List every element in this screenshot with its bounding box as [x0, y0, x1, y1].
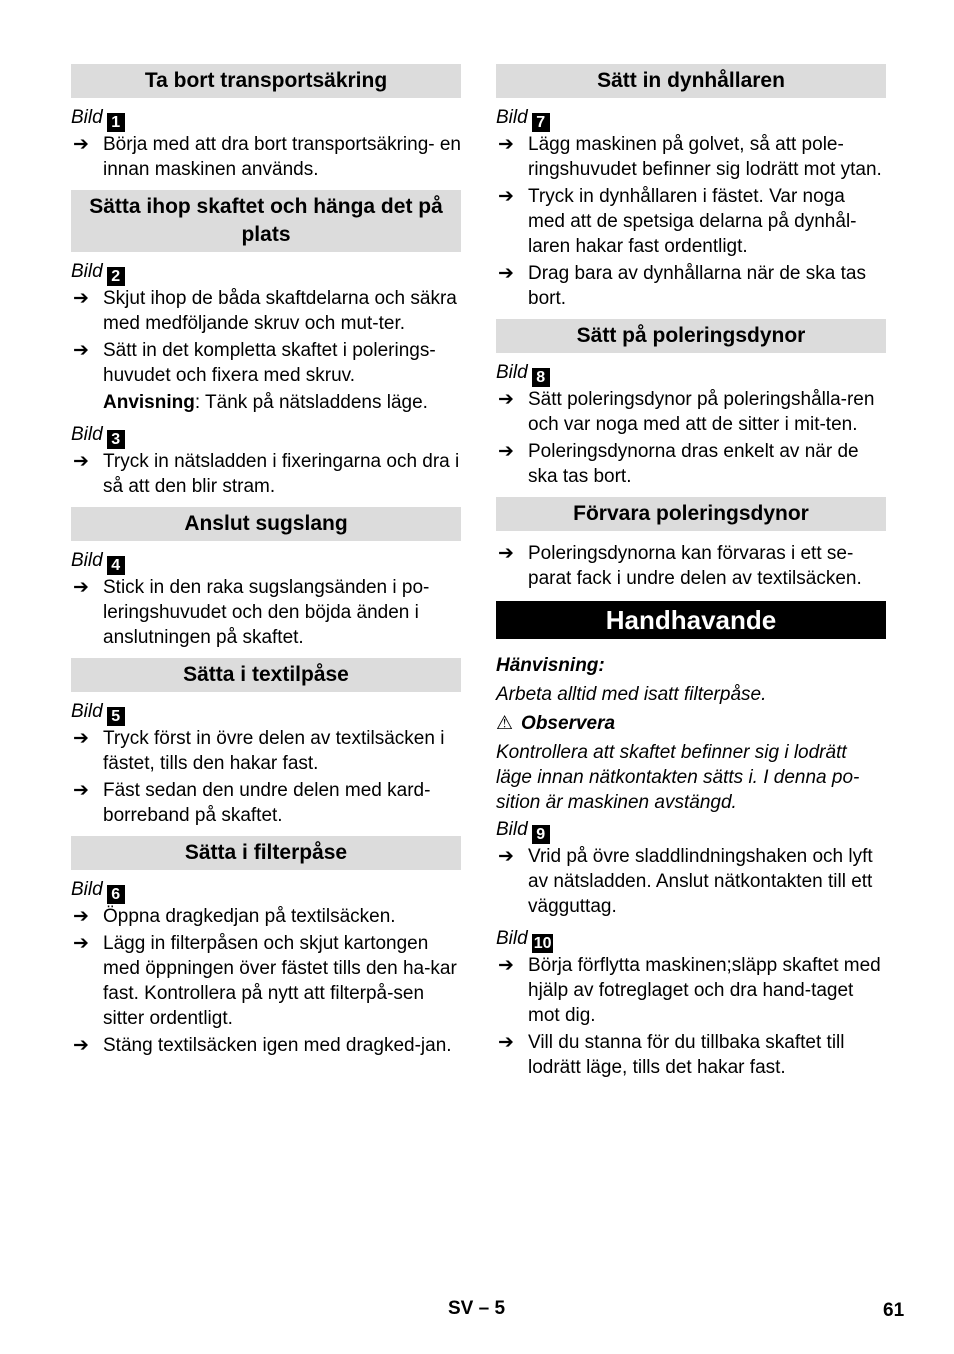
list-item: ➔ Sätt in det kompletta skaftet i polerings-huvudet och fixera med skruv. [73, 340, 436, 386]
list-item: ➔ Vill du stanna för du tillbaka skaftet till lodrätt läge, tills det hakar fast. [498, 1032, 845, 1078]
list-item: ➔ Fäst sedan den undre delen med kard-borreband på skaftet. [73, 780, 431, 826]
arrow-right-icon: ➔ [73, 1035, 89, 1056]
arrow-right-icon: ➔ [73, 340, 89, 361]
arrow-right-icon: ➔ [498, 441, 514, 462]
warning-triangle-icon: ⚠ [496, 713, 514, 734]
arrow-right-icon: ➔ [73, 577, 89, 598]
list-item: ➔ Tryck in nätsladden i fixeringarna och dra i så att den blir stram. [73, 451, 460, 497]
figure-reference: Bild 7 [496, 105, 886, 130]
figure-number-badge: 6 [107, 885, 125, 904]
observe-text: Kontrollera att skaftet befinner sig i lodrätt läge innan nätkontakten sätts i. I denna po-sition är maskinen avstängd. [496, 742, 860, 813]
section-heading: Sätt på poleringsdynor [496, 319, 886, 353]
figure-reference: Bild 1 [71, 105, 461, 130]
section-heading: Sätta ihop skaftet och hänga det på plats [71, 190, 461, 252]
arrow-right-icon: ➔ [498, 263, 514, 284]
arrow-right-icon: ➔ [73, 780, 89, 801]
figure-reference: Bild 2 [71, 259, 461, 284]
list-item: ➔ Lägg maskinen på golvet, så att pole-ringshuvudet befinner sig lodrätt mot ytan. [498, 134, 882, 180]
list-item: ➔ Sätt poleringsdynor på poleringshålla-ren och var noga med att de sitter i mit-ten. [498, 389, 875, 435]
section-heading: Ta bort transportsäkring [71, 64, 461, 98]
list-item: ➔ Börja med att dra bort transportsäkring- en innan maskinen används. [73, 134, 462, 180]
page-number: 61 [883, 1300, 905, 1321]
figure-number-badge: 3 [107, 430, 125, 449]
figure-reference: Bild 5 [71, 699, 461, 724]
arrow-right-icon: ➔ [498, 1032, 514, 1053]
list-item: ➔ Vrid på övre sladdlindningshaken och lyft av nätsladden. Anslut nätkontakten till ett vägguttag. [498, 846, 873, 917]
list-item: ➔ Tryck in dynhållaren i fästet. Var noga med att de spetsiga delarna på dynhål-laren hakar fast ordentligt. [498, 186, 857, 257]
arrow-right-icon: ➔ [498, 134, 514, 155]
figure-number-badge: 8 [532, 368, 550, 387]
list-item: ➔ Börja förflytta maskinen;släpp skaftet med hjälp av fotreglaget och dra hand-taget mot dig. [498, 955, 881, 1026]
chapter-title: Handhavande [496, 601, 886, 639]
arrow-right-icon: ➔ [498, 389, 514, 410]
arrow-right-icon: ➔ [73, 728, 89, 749]
observe-heading: ⚠ Observera [496, 713, 616, 734]
figure-number-badge: 1 [107, 113, 125, 132]
arrow-right-icon: ➔ [498, 543, 514, 564]
note: Anvisning: Tänk på nätsladdens läge. [103, 392, 428, 413]
right-column [496, 64, 886, 1080]
arrow-right-icon: ➔ [498, 846, 514, 867]
arrow-right-icon: ➔ [73, 933, 89, 954]
list-item: ➔ Öppna dragkedjan på textilsäcken. [73, 906, 396, 927]
arrow-right-icon: ➔ [498, 955, 514, 976]
section-heading: Sätt in dynhållaren [496, 64, 886, 98]
figure-number-badge: 5 [107, 707, 125, 726]
figure-reference: Bild 6 [71, 877, 461, 902]
arrow-right-icon: ➔ [73, 906, 89, 927]
figure-number-badge: 7 [532, 113, 550, 132]
list-item: ➔ Skjut ihop de båda skaftdelarna och säkra med medföljande skruv och mut-ter. [73, 288, 457, 334]
figure-number-badge: 2 [107, 267, 125, 286]
figure-reference: Bild 9 [496, 817, 886, 842]
arrow-right-icon: ➔ [73, 451, 89, 472]
figure-number-badge: 10 [533, 935, 552, 952]
section-heading: Sätta i filterpåse [71, 836, 461, 870]
figure-reference: Bild 3 [71, 422, 461, 447]
section-heading: Anslut sugslang [71, 507, 461, 541]
figure-number-badge: 4 [107, 556, 125, 575]
section-heading: Sätta i textilpåse [71, 658, 461, 692]
arrow-right-icon: ➔ [73, 288, 89, 309]
hint-text: Arbeta alltid med isatt filterpåse. [496, 684, 767, 705]
list-item: ➔ Stäng textilsäcken igen med dragked-jan. [73, 1035, 452, 1056]
left-column [71, 64, 461, 1058]
list-item: ➔ Drag bara av dynhållarna när de ska tas bort. [498, 263, 866, 309]
arrow-right-icon: ➔ [73, 134, 89, 155]
list-item: ➔ Poleringsdynorna dras enkelt av när de ska tas bort. [498, 441, 859, 487]
list-item: ➔ Lägg in filterpåsen och skjut kartongen med öppningen över fästet tills den ha-kar fast. Kontrollera på nytt att filterpå-sen sitter ordentligt. [73, 933, 457, 1029]
footer-language-page: SV – 5 [448, 1298, 506, 1319]
arrow-right-icon: ➔ [498, 186, 514, 207]
figure-reference: Bild 10 [496, 928, 552, 952]
list-item: ➔ Tryck först in övre delen av textilsäcken i fästet, tills den hakar fast. [73, 728, 445, 774]
figure-number-badge: 9 [532, 825, 550, 844]
section-heading: Förvara poleringsdynor [496, 497, 886, 531]
list-item: ➔ Poleringsdynorna kan förvaras i ett se-parat fack i undre delen av textilsäcken. [498, 543, 862, 589]
figure-reference: Bild 8 [496, 360, 886, 385]
figure-reference: Bild 4 [71, 548, 461, 573]
list-item: ➔ Stick in den raka sugslangsänden i po-leringshuvudet och den böjda änden i anslutningen på skaftet. [73, 577, 430, 648]
hint-label: Hänvisning: [496, 655, 605, 676]
